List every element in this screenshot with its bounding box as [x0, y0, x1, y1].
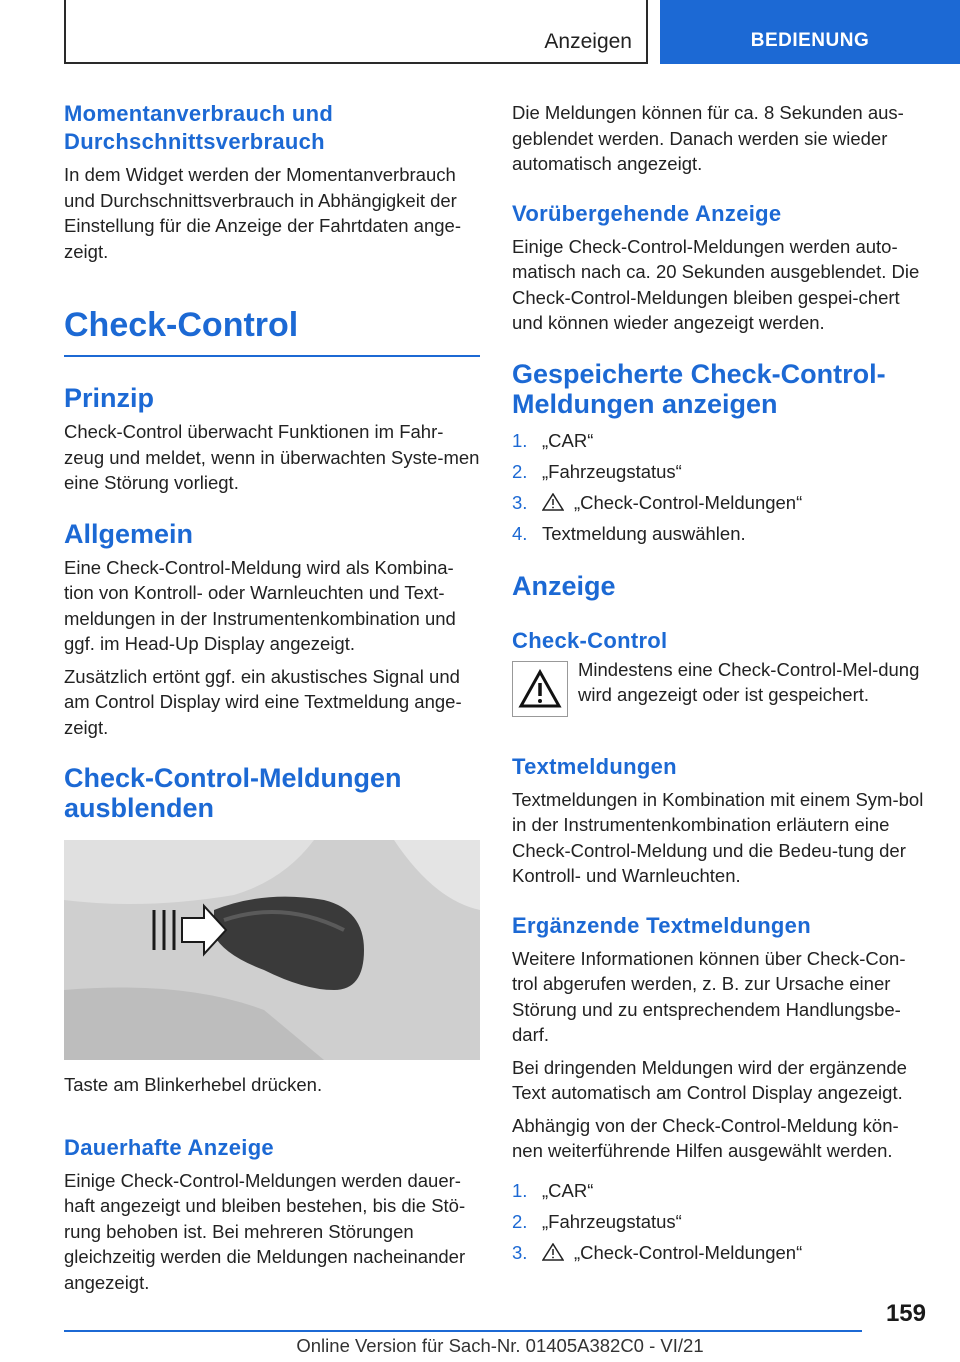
heading-gespeichert: Gespeicherte Check-Control-Meldungen anzeigen: [512, 358, 886, 419]
chapter-rule: [64, 355, 480, 357]
steps-list-1: [512, 425, 928, 549]
chapter-tab-label: BEDIENUNG: [750, 30, 870, 51]
text-intro: Die Meldungen können für ca. 8 Sekunden aus-geblendet werden. Danach werden sie wieder automatisch angezeigt.: [512, 102, 904, 174]
list-item: 4. Textmeldung auswählen.: [512, 522, 746, 544]
page-number: 159: [885, 1300, 926, 1327]
text-voruebergehend: Einige Check-Control-Meldungen werden auto-matisch nach ca. 20 Sekunden ausgeblendet. Die Check-Control-Meldungen bleiben gespei-chert und können wieder angezeigt werden.: [512, 235, 920, 333]
warning-triangle-large-icon: [518, 669, 562, 709]
list-item: 1. „CAR“: [512, 1179, 594, 1201]
heading-allgemein: Allgemein: [64, 518, 194, 549]
heading-voruebergehend: Vorübergehende Anzeige: [512, 200, 782, 226]
text-ergaenzend-2: Bei dringenden Meldungen wird der ergänzende Text automatisch am Control Display angezeigt.: [512, 1056, 907, 1103]
right-column: [512, 100, 928, 1268]
heading-check-control-sub: Check-Control: [512, 627, 668, 653]
text-check-control-symbol: Mindestens eine Check-Control-Mel-dung wird angezeigt oder ist gespeichert.: [578, 658, 920, 705]
text-prinzip: Check-Control überwacht Funktionen im Fahr-zeug und meldet, wenn in überwachten Syste-men eine Störung vorliegt.: [64, 421, 480, 493]
text-ergaenzend-3: Abhängig von der Check-Control-Meldung kön-nen weiterführende Hilfen ausgewählt werden.: [512, 1114, 899, 1161]
header-frame: [64, 0, 648, 64]
list-item: 1. „CAR“: [512, 429, 594, 451]
heading-anzeige: Anzeige: [512, 570, 616, 601]
list-item: 3. „Check-Control-Meldungen“: [512, 1241, 803, 1263]
warning-box: [512, 661, 568, 717]
image-caption: Taste am Blinkerhebel drücken.: [64, 1074, 323, 1095]
text-allgemein-2: Zusätzlich ertönt ggf. ein akustisches Signal und am Control Display wird eine Textmeldung ange-zeigt.: [64, 665, 462, 738]
footer-online-version: Online Version für Sach-Nr. 01405A382C0 - VI/21: [296, 1335, 704, 1356]
lever-drawing: [64, 840, 480, 1060]
heading-prinzip: Prinzip: [64, 383, 155, 413]
list-item: 2. „Fahrzeugstatus“: [512, 460, 682, 482]
heading-momentanverbrauch: Momentanverbrauch und Durchschnittsverbrauch: [64, 101, 334, 154]
text-textmeldungen: Textmeldungen in Kombination mit einem Sym-bol in der Instrumentenkombination erläutern eine Check-Control-Meldung und die Bedeu-tung der Kontroll- und Warnleuchten.: [512, 788, 924, 886]
footer-rule: [64, 1330, 862, 1332]
warning-triangle-icon: [542, 493, 564, 511]
text-ergaenzend-1: Weitere Informationen können über Check-Con-trol abgerufen werden, z. B. zur Ursache einer Störung und zu entsprechendem Handlungsbe-darf.: [512, 947, 906, 1045]
list-item: 3. „Check-Control-Meldungen“: [512, 491, 803, 513]
steps-list-2: [512, 1175, 928, 1268]
turn-signal-lever-illustration: [64, 840, 480, 1060]
chapter-tab[interactable]: [660, 0, 960, 64]
heading-ergaenzend: Ergänzende Textmeldungen: [512, 912, 811, 938]
chapter-title-check-control: Check-Control: [64, 306, 299, 344]
text-momentanverbrauch: In dem Widget werden der Momentanverbrauch und Durchschnittsverbrauch in Abhängigkeit der Einstellung für die Anzeige der Fahrtdaten ange-zeigt.: [64, 164, 461, 262]
left-column: [64, 100, 480, 1295]
warning-triangle-icon: [542, 1243, 564, 1261]
text-allgemein-1: Eine Check-Control-Meldung wird als Kombina-tion von Kontroll- oder Warnleuchten und Text-meldungen in der Instrumentenkombination und ggf. im Head-Up Display angezeigt.: [64, 556, 456, 654]
list-item: 2. „Fahrzeugstatus“: [512, 1210, 682, 1232]
text-dauerhaft: Einige Check-Control-Meldungen werden dauer-haft angezeigt und bleiben bestehen, bis die Stö-rung behoben ist. Bei mehreren Störungen gleichzeitig werden die Meldungen nacheinander angezeigt.: [64, 1169, 466, 1293]
heading-ausblenden: Check-Control-Meldungen ausblenden: [64, 763, 402, 823]
check-control-symbol-row: [512, 658, 928, 723]
heading-textmeldungen: Textmeldungen: [512, 753, 677, 779]
heading-dauerhaft: Dauerhafte Anzeige: [64, 1134, 274, 1160]
section-title: Anzeigen: [544, 30, 632, 53]
